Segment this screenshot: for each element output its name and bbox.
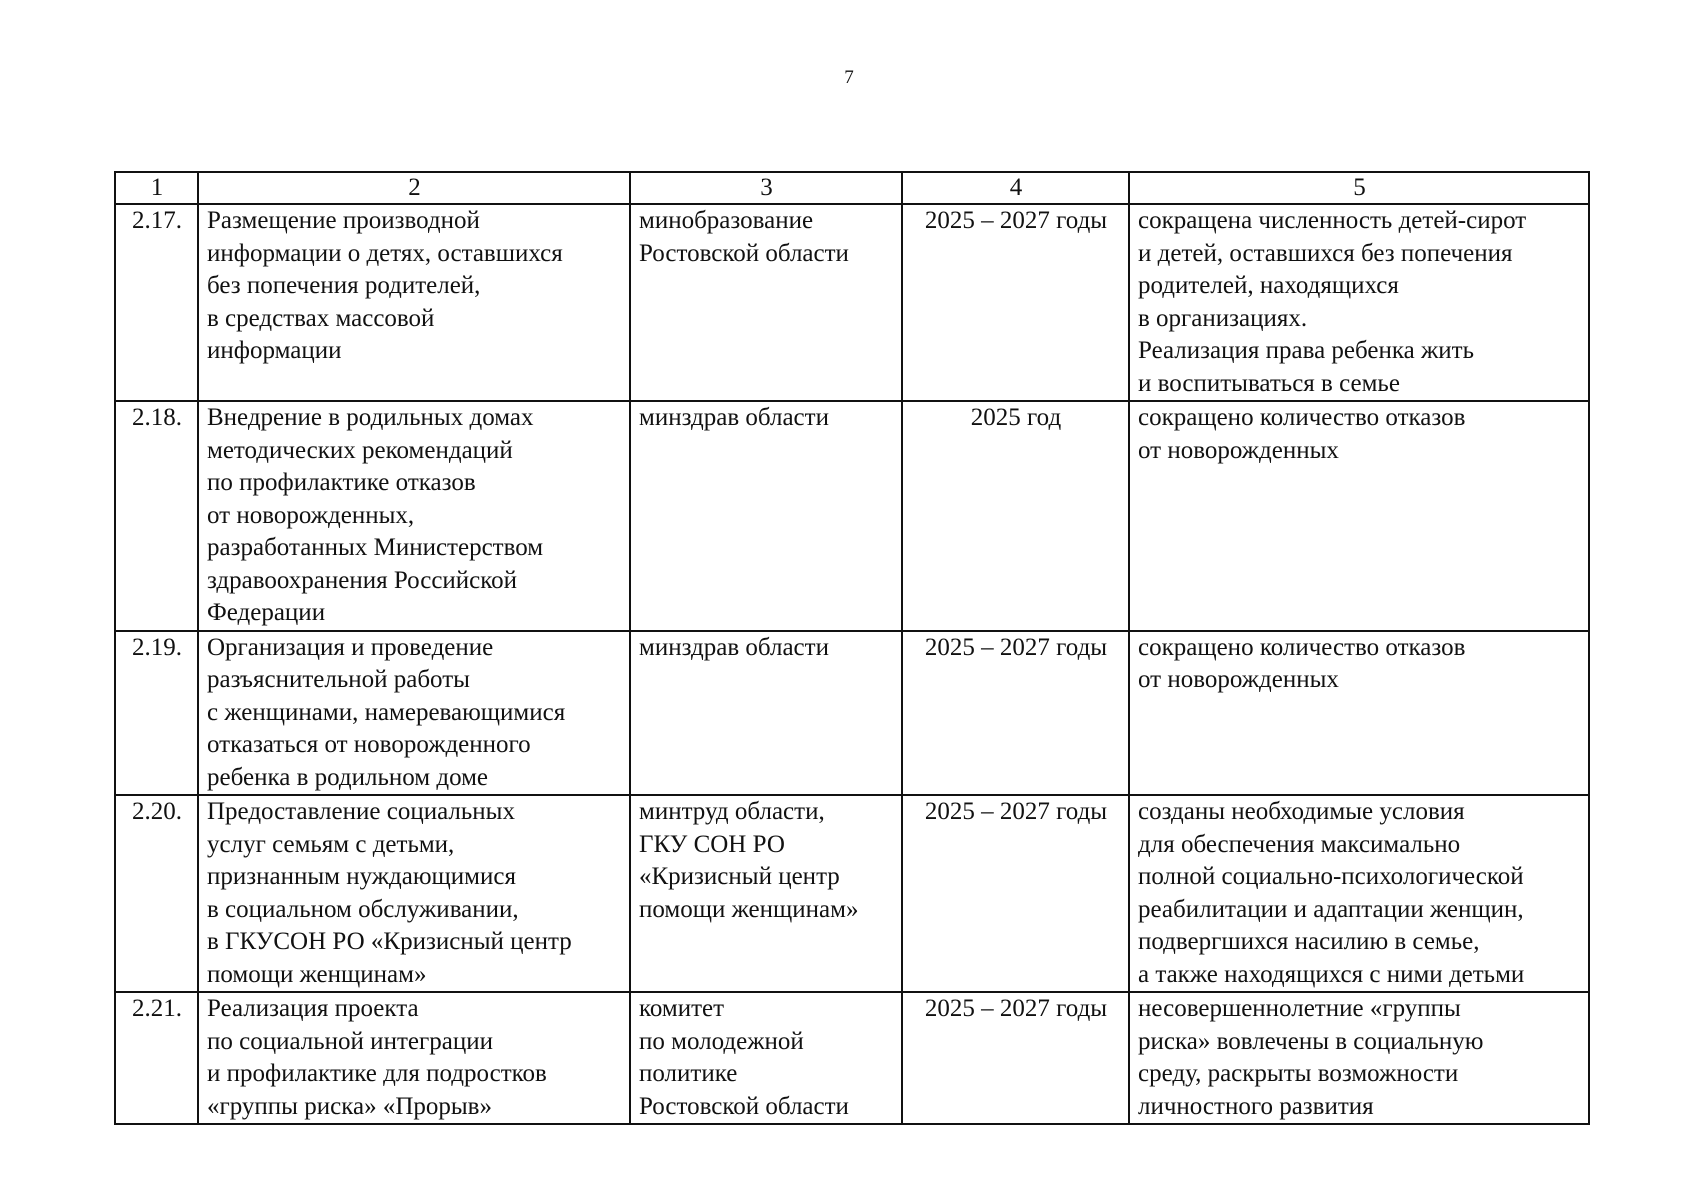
cell-result bbox=[1129, 631, 1589, 796]
cell-measure-line: Предоставление социальных bbox=[207, 798, 515, 825]
cell-period bbox=[902, 204, 1129, 401]
cell-result-line: для обеспечения максимально bbox=[1138, 830, 1461, 858]
cell-measure-line: информации о детях, оставшихся bbox=[207, 239, 563, 267]
header-col-5: 5 bbox=[1129, 172, 1589, 204]
cell-period bbox=[902, 401, 1129, 631]
cell-result-line: а также находящихся с ними детьми bbox=[1138, 960, 1525, 988]
cell-period-line: 2025 – 2027 годы bbox=[924, 995, 1108, 1022]
cell-result-line: сокращено количество отказов bbox=[1138, 633, 1466, 661]
cell-executor bbox=[630, 795, 902, 992]
cell-executor-line: минтруд области, bbox=[639, 798, 825, 825]
table-header bbox=[115, 172, 1589, 204]
cell-executor-line: минздрав области bbox=[639, 633, 829, 661]
cell-result-line: и воспитываться в семье bbox=[1138, 369, 1400, 397]
cell-measure bbox=[198, 401, 630, 631]
header-col-4: 4 bbox=[902, 172, 1129, 204]
cell-result-line: личностного развития bbox=[1138, 1092, 1374, 1120]
cell-result-line: от новорожденных bbox=[1138, 666, 1339, 693]
cell-measure-line: в социальном обслуживании, bbox=[207, 895, 519, 923]
table-row bbox=[115, 631, 1589, 796]
cell-measure-line: информации bbox=[207, 337, 342, 364]
cell-period-line: 2025 – 2027 годы bbox=[924, 207, 1108, 234]
cell-result-line: реабилитации и адаптации женщин, bbox=[1138, 895, 1524, 923]
cell-measure-line: признанным нуждающимися bbox=[207, 863, 516, 890]
cell-measure-line: «группы риска» «Прорыв» bbox=[207, 1092, 492, 1120]
cell-result-line: риска» вовлечены в социальную bbox=[1138, 1027, 1484, 1055]
cell-executor-line: минздрав области bbox=[639, 404, 829, 431]
table-row bbox=[115, 401, 1589, 631]
header-col-3: 3 bbox=[630, 172, 902, 204]
cell-executor-line: ГКУ СОН РО bbox=[639, 830, 785, 858]
cell-measure-line: без попечения родителей, bbox=[207, 272, 481, 299]
cell-result bbox=[1129, 204, 1589, 401]
cell-result bbox=[1129, 992, 1589, 1124]
cell-result-line: сокращена численность детей-сирот bbox=[1138, 207, 1527, 234]
cell-executor-line: «Кризисный центр bbox=[639, 863, 840, 890]
cell-executor bbox=[630, 631, 902, 796]
cell-result-line: полной социально-психологической bbox=[1138, 863, 1524, 890]
cell-result-line: родителей, находящихся bbox=[1138, 272, 1399, 299]
cell-measure-line: Реализация проекта bbox=[207, 995, 419, 1022]
cell-measure-line: Размещение производной bbox=[207, 207, 480, 234]
cell-measure bbox=[198, 992, 630, 1124]
cell-number: 2.17. bbox=[115, 204, 198, 401]
cell-period-line: 2025 год bbox=[970, 404, 1062, 431]
header-col-2: 2 bbox=[198, 172, 630, 204]
cell-measure-line: Федерации bbox=[207, 599, 326, 626]
header-col-1: 1 bbox=[115, 172, 198, 204]
cell-period-line: 2025 – 2027 годы bbox=[924, 798, 1108, 825]
cell-result-line: и детей, оставшихся без попечения bbox=[1138, 239, 1513, 267]
cell-measure bbox=[198, 204, 630, 401]
cell-measure-line: Организация и проведение bbox=[207, 633, 494, 661]
cell-measure bbox=[198, 795, 630, 992]
cell-result bbox=[1129, 401, 1589, 631]
cell-measure-line: отказаться от новорожденного bbox=[207, 731, 531, 758]
cell-result-line: подвергшихся насилию в семье, bbox=[1138, 928, 1480, 955]
cell-result-line: в организациях. bbox=[1138, 304, 1308, 332]
cell-measure-line: по профилактике отказов bbox=[207, 469, 476, 496]
cell-result-line: Реализация права ребенка жить bbox=[1138, 337, 1474, 364]
cell-executor-line: комитет bbox=[639, 995, 725, 1022]
cell-period bbox=[902, 992, 1129, 1124]
header-row bbox=[115, 172, 1589, 204]
cell-measure bbox=[198, 631, 630, 796]
cell-measure-line: и профилактике для подростков bbox=[207, 1060, 547, 1087]
cell-number: 2.18. bbox=[115, 401, 198, 631]
measures-table bbox=[114, 171, 1590, 1125]
cell-executor-line: помощи женщинам» bbox=[639, 895, 859, 923]
cell-number: 2.21. bbox=[115, 992, 198, 1124]
table-row bbox=[115, 992, 1589, 1124]
table-row bbox=[115, 204, 1589, 401]
cell-result-line: от новорожденных bbox=[1138, 436, 1339, 464]
table-body bbox=[115, 204, 1589, 1124]
cell-number: 2.19. bbox=[115, 631, 198, 796]
cell-result-line: сокращено количество отказов bbox=[1138, 404, 1466, 431]
cell-measure-line: в средствах массовой bbox=[207, 304, 435, 332]
table-row bbox=[115, 795, 1589, 992]
cell-measure-line: услуг семьям с детьми, bbox=[207, 830, 455, 858]
cell-executor-line: политике bbox=[639, 1060, 738, 1087]
cell-measure-line: методических рекомендаций bbox=[207, 436, 513, 464]
cell-result-line: несовершеннолетние «группы bbox=[1138, 995, 1461, 1022]
cell-measure-line: здравоохранения Российской bbox=[207, 566, 518, 594]
cell-executor-line: Ростовской области bbox=[639, 239, 849, 267]
cell-executor-line: Ростовской области bbox=[639, 1092, 849, 1120]
cell-executor bbox=[630, 401, 902, 631]
cell-executor bbox=[630, 992, 902, 1124]
cell-number: 2.20. bbox=[115, 795, 198, 992]
cell-measure-line: по социальной интеграции bbox=[207, 1027, 493, 1055]
cell-measure-line: разъяснительной работы bbox=[207, 666, 470, 693]
cell-measure-line: помощи женщинам» bbox=[207, 960, 427, 988]
cell-measure-line: разработанных Министерством bbox=[207, 534, 544, 561]
cell-period-line: 2025 – 2027 годы bbox=[924, 633, 1108, 661]
page-number: 7 bbox=[844, 67, 854, 88]
cell-measure-line: от новорожденных, bbox=[207, 501, 415, 529]
cell-executor bbox=[630, 204, 902, 401]
cell-period bbox=[902, 631, 1129, 796]
cell-measure-line: с женщинами, намеревающимися bbox=[207, 698, 566, 726]
cell-result-line: созданы необходимые условия bbox=[1138, 798, 1465, 825]
cell-executor-line: по молодежной bbox=[639, 1027, 804, 1055]
cell-period bbox=[902, 795, 1129, 992]
cell-measure-line: в ГКУСОН РО «Кризисный центр bbox=[207, 928, 572, 955]
cell-result bbox=[1129, 795, 1589, 992]
cell-measure-line: Внедрение в родильных домах bbox=[207, 404, 534, 431]
cell-measure-line: ребенка в родильном доме bbox=[207, 763, 489, 791]
cell-result-line: среду, раскрыты возможности bbox=[1138, 1060, 1459, 1087]
cell-executor-line: минобразование bbox=[639, 207, 814, 234]
